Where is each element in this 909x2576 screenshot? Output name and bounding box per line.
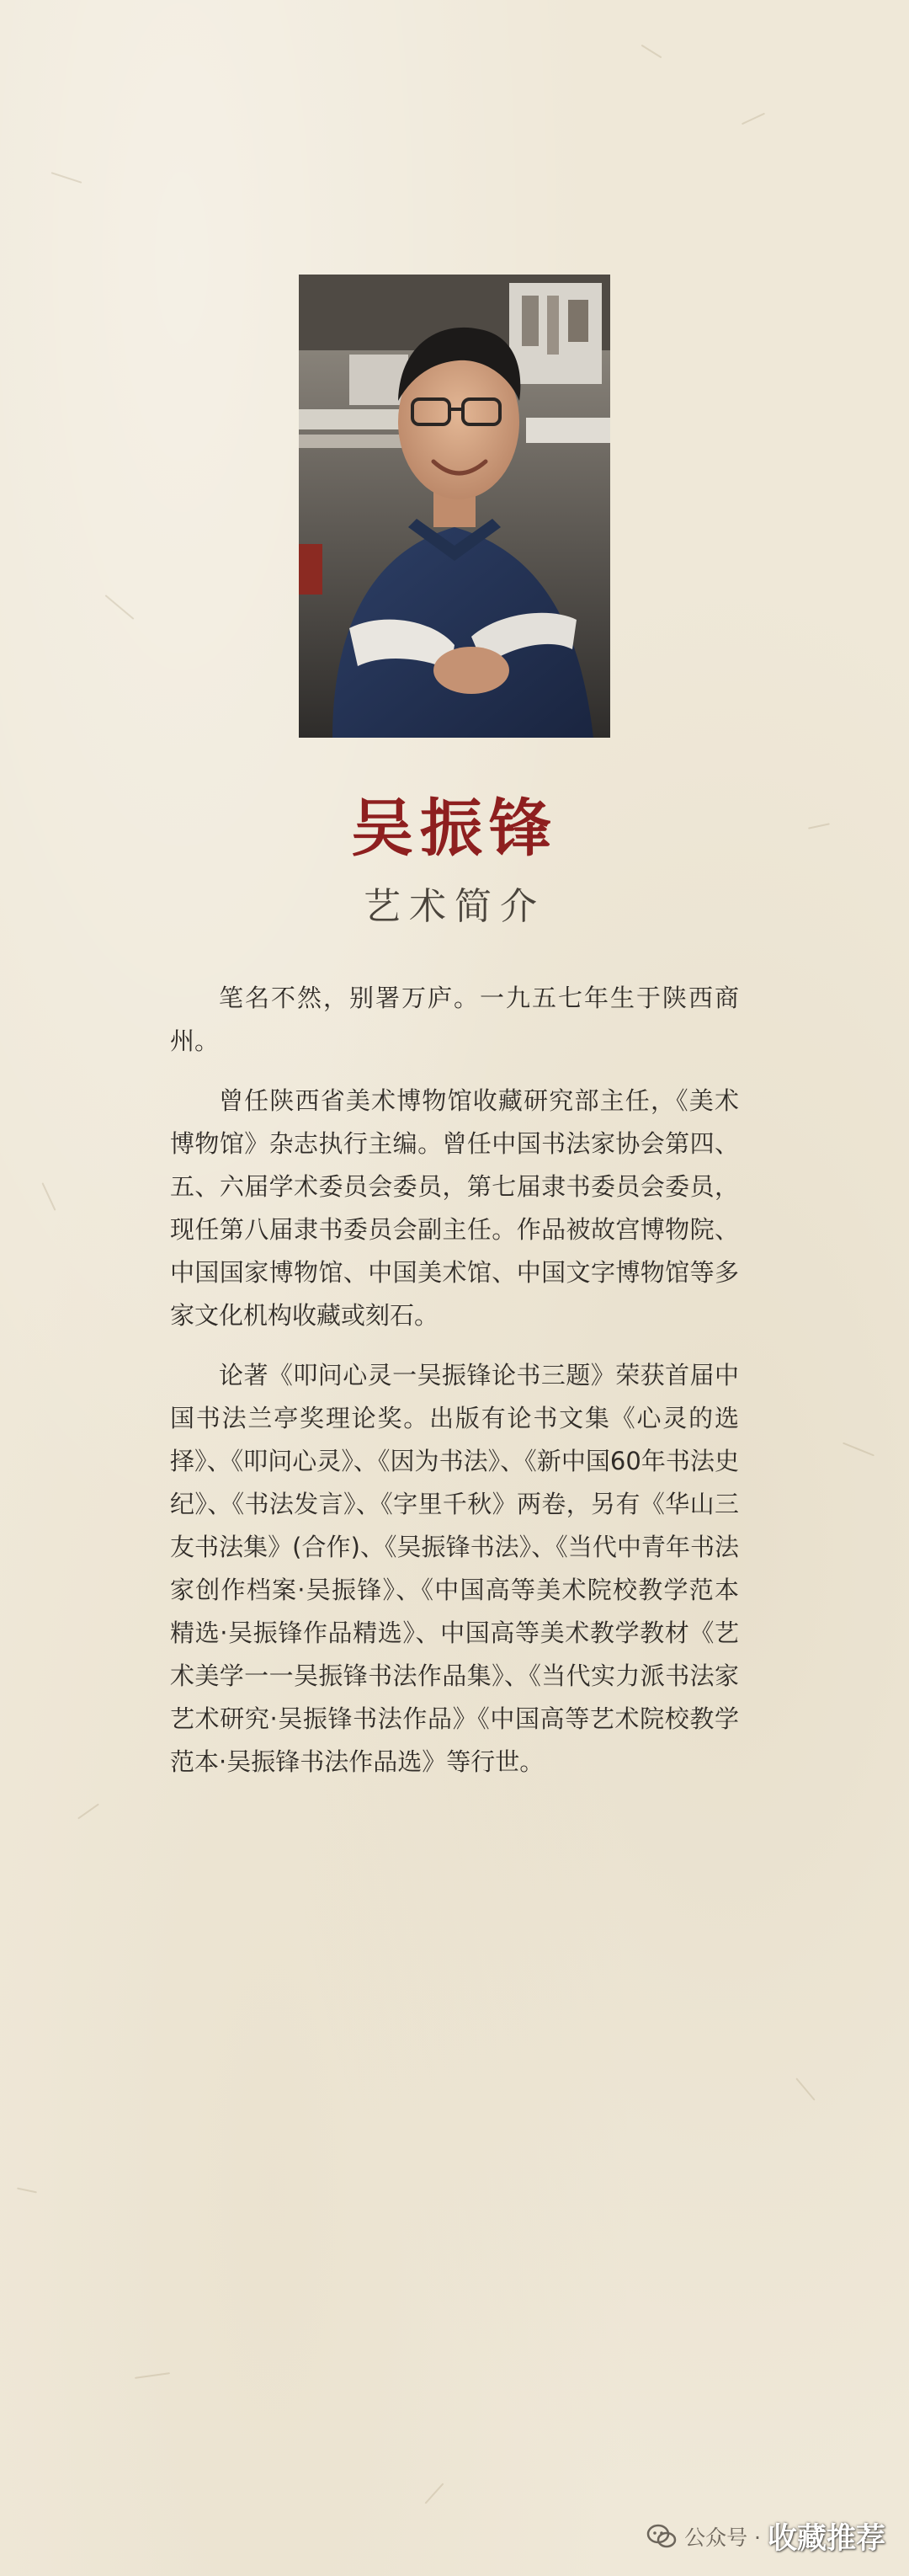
section-subtitle: 艺术简介 xyxy=(364,885,545,928)
watermark-prefix: 公众号 · xyxy=(684,2525,761,2550)
portrait-photo-icon xyxy=(299,275,610,738)
artist-portrait xyxy=(299,275,610,738)
bio-paragraph-1: 笔名不然，别署万庐。一九五七年生于陕西商州。 xyxy=(170,984,739,1055)
artist-bio xyxy=(170,977,739,1800)
artist-name: 吴振锋 xyxy=(351,792,558,865)
watermark-account-name: 收藏推荐 xyxy=(767,2522,885,2556)
bio-paragraph-3: 论著《叩问心灵一吴振锋论书三题》荣获首届中国书法兰亭奖理论奖。出版有论书文集《心灵的选择》、《叩问心灵》、《因为书法》、《新中国60年书法史纪》、《书法发言》、《字里千秋》两卷，另有《华山三友书法集》(合作)、《吴振锋书法》、《当代中青年书法家创作档案·吴振锋》、《中国高等美术院校教学范本精选·吴振锋作品精选》、中国高等美术教学教材《艺术美学一一吴振锋书法作品集》、《当代实力派书法家艺术研究·吴振锋书法作品》《中国高等艺术院校教学范本·吴振锋书法作品选》等行世。 xyxy=(170,1361,739,1776)
wechat-watermark xyxy=(646,2515,885,2557)
bio-paragraph-2: 曾任陕西省美术博物馆收藏研究部主任，《美术博物馆》杂志执行主编。曾任中国书法家协会第四、五、六届学术委员会委员，第七届隶书委员会委员，现任第八届隶书委员会副主任。作品被故宫博物院、中国国家博物馆、中国美术馆、中国文字博物馆等多家文化机构收藏或刻石。 xyxy=(170,1086,739,1330)
wechat-official-account-icon xyxy=(646,2520,678,2552)
